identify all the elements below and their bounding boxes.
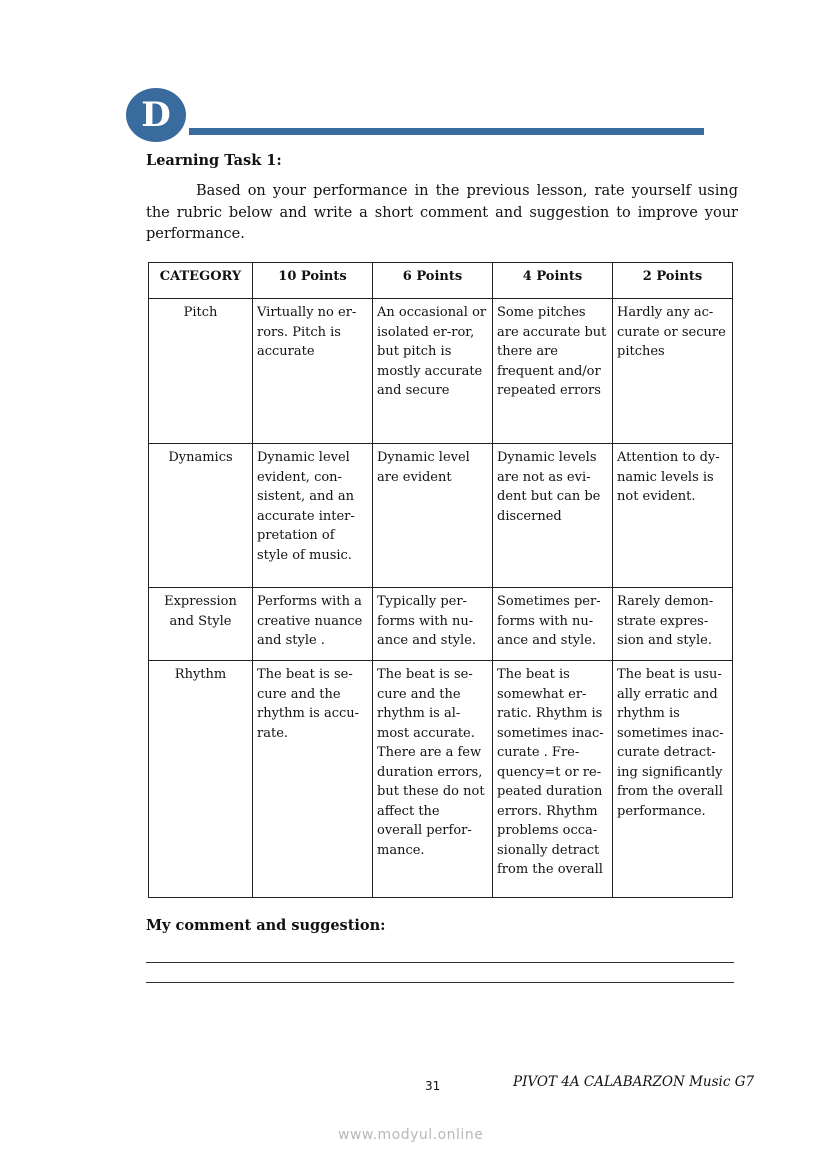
criteria-cell: Dynamic levels are not as evi-dent but can be discerned [493, 444, 613, 588]
criteria-cell: Performs with a creative nuance and style . [253, 588, 373, 661]
task-instructions [146, 181, 738, 246]
criteria-cell: The beat is se-cure and the rhythm is accu-rate. [253, 661, 373, 898]
header-category: CATEGORY [149, 263, 253, 299]
category-cell: Pitch [149, 299, 253, 444]
section-badge [126, 88, 186, 142]
criteria-cell: The beat is se-cure and the rhythm is al-most accurate. There are a few duration errors, but these do not affect the overall perfor-mance. [373, 661, 493, 898]
publication-title: PIVOT 4A CALABARZON Music G7 [513, 1074, 755, 1090]
criteria-cell: Attention to dy-namic levels is not evident. [613, 444, 733, 588]
header-10-points: 10 Points [253, 263, 373, 299]
task-title: Learning Task 1: [146, 152, 282, 169]
criteria-cell: Hardly any ac-curate or secure pitches [613, 299, 733, 444]
criteria-cell: Dynamic level evident, con-sistent, and an accurate inter-pretation of style of music. [253, 444, 373, 588]
rubric-table [148, 262, 733, 898]
answer-line-2[interactable] [146, 982, 734, 983]
rubric-row-rhythm [149, 661, 733, 898]
page-number: 31 [425, 1079, 441, 1093]
section-divider [189, 128, 704, 135]
section-letter: D [141, 95, 171, 135]
header-6-points: 6 Points [373, 263, 493, 299]
comment-title: My comment and suggestion: [146, 917, 386, 934]
criteria-cell: An occasional or isolated er-ror, but pitch is mostly accurate and secure [373, 299, 493, 444]
instructions-text: Based on your performance in the previous lesson, rate yourself using the rubric below and write a short comment and suggestion to improve your performance. [146, 183, 738, 242]
header-4-points: 4 Points [493, 263, 613, 299]
rubric-row-expression [149, 588, 733, 661]
criteria-cell: Virtually no er-rors. Pitch is accurate [253, 299, 373, 444]
answer-line-1[interactable] [146, 962, 734, 963]
criteria-cell: Some pitches are accurate but there are frequent and/or repeated errors [493, 299, 613, 444]
category-cell: Expression and Style [149, 588, 253, 661]
criteria-cell: Sometimes per-forms with nu-ance and style. [493, 588, 613, 661]
criteria-cell: Dynamic level are evident [373, 444, 493, 588]
rubric-row-dynamics [149, 444, 733, 588]
criteria-cell: The beat is usu-ally erratic and rhythm is sometimes inac-curate detract-ing significantly from the overall performance. [613, 661, 733, 898]
criteria-cell: Rarely demon-strate expres-sion and style. [613, 588, 733, 661]
criteria-cell: The beat is somewhat er-ratic. Rhythm is sometimes inac-curate . Fre-quency=t or re-peated duration errors. Rhythm problems occa-sionally detract from the overall [493, 661, 613, 898]
rubric-row-pitch [149, 299, 733, 444]
watermark: www.modyul.online [338, 1127, 484, 1143]
criteria-cell: Typically per-forms with nu-ance and style. [373, 588, 493, 661]
header-2-points: 2 Points [613, 263, 733, 299]
category-cell: Dynamics [149, 444, 253, 588]
rubric-header-row [149, 263, 733, 299]
category-cell: Rhythm [149, 661, 253, 898]
